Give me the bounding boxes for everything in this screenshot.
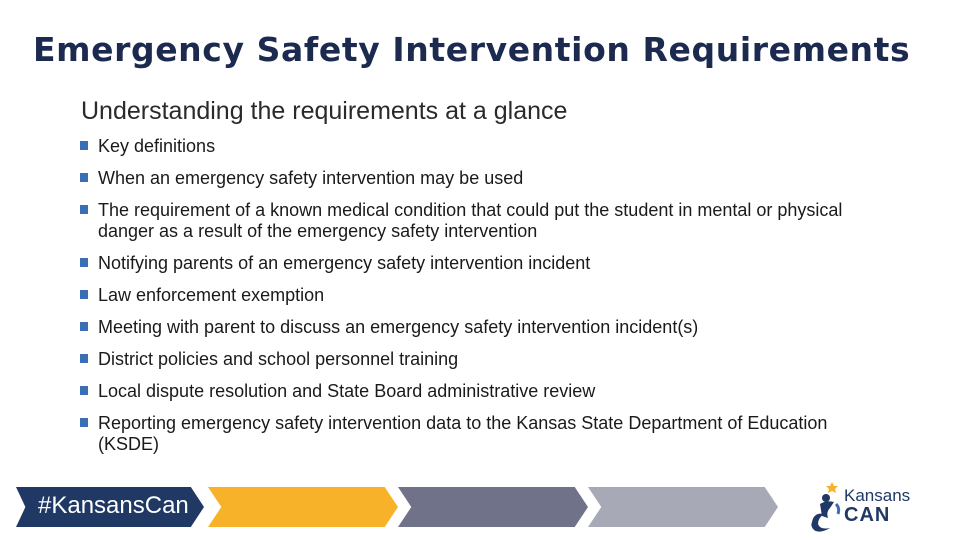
bullet-text: Notifying parents of an emergency safety intervention incident	[98, 253, 591, 273]
square-bullet-icon	[80, 322, 88, 331]
square-bullet-icon	[80, 290, 88, 299]
list-item	[80, 136, 870, 157]
square-bullet-icon	[80, 141, 88, 150]
list-item	[80, 413, 870, 455]
list-item	[80, 168, 870, 189]
footer-band-gray	[588, 487, 778, 527]
bullet-text: Reporting emergency safety intervention data to the Kansas State Department of Education (KSDE)	[98, 413, 828, 454]
list-item	[80, 253, 870, 274]
list-item	[80, 381, 870, 402]
bullet-text: District policies and school personnel training	[98, 349, 459, 369]
bullet-text: Meeting with parent to discuss an emergency safety intervention incident(s)	[98, 317, 699, 337]
square-bullet-icon	[80, 354, 88, 363]
list-item	[80, 285, 870, 306]
bullet-text: Key definitions	[98, 136, 216, 156]
kansans-can-logo	[806, 476, 926, 536]
footer-band-slate	[398, 487, 588, 527]
bullet-text: Local dispute resolution and State Board administrative review	[98, 381, 596, 401]
logo-text-kansans: Kansans	[844, 486, 911, 505]
hashtag-label: #KansansCan	[38, 492, 189, 519]
list-item	[80, 200, 870, 242]
bullet-text: Law enforcement exemption	[98, 285, 325, 305]
footer-band-gold	[208, 487, 398, 527]
list-item	[80, 349, 870, 370]
slide-title: Emergency Safety Intervention Requirements	[33, 30, 911, 69]
bullet-text: When an emergency safety intervention may be used	[98, 168, 524, 188]
list-item	[80, 317, 870, 338]
square-bullet-icon	[80, 418, 88, 427]
logo-figure-icon	[806, 478, 846, 534]
square-bullet-icon	[80, 258, 88, 267]
square-bullet-icon	[80, 386, 88, 395]
square-bullet-icon	[80, 173, 88, 182]
square-bullet-icon	[80, 205, 88, 214]
slide-subtitle: Understanding the requirements at a glance	[81, 97, 568, 125]
bullet-text: The requirement of a known medical condition that could put the student in mental or physical danger as a result of the emergency safety intervention	[98, 200, 843, 241]
bullet-list	[80, 136, 870, 466]
logo-text-can: CAN	[844, 504, 891, 526]
